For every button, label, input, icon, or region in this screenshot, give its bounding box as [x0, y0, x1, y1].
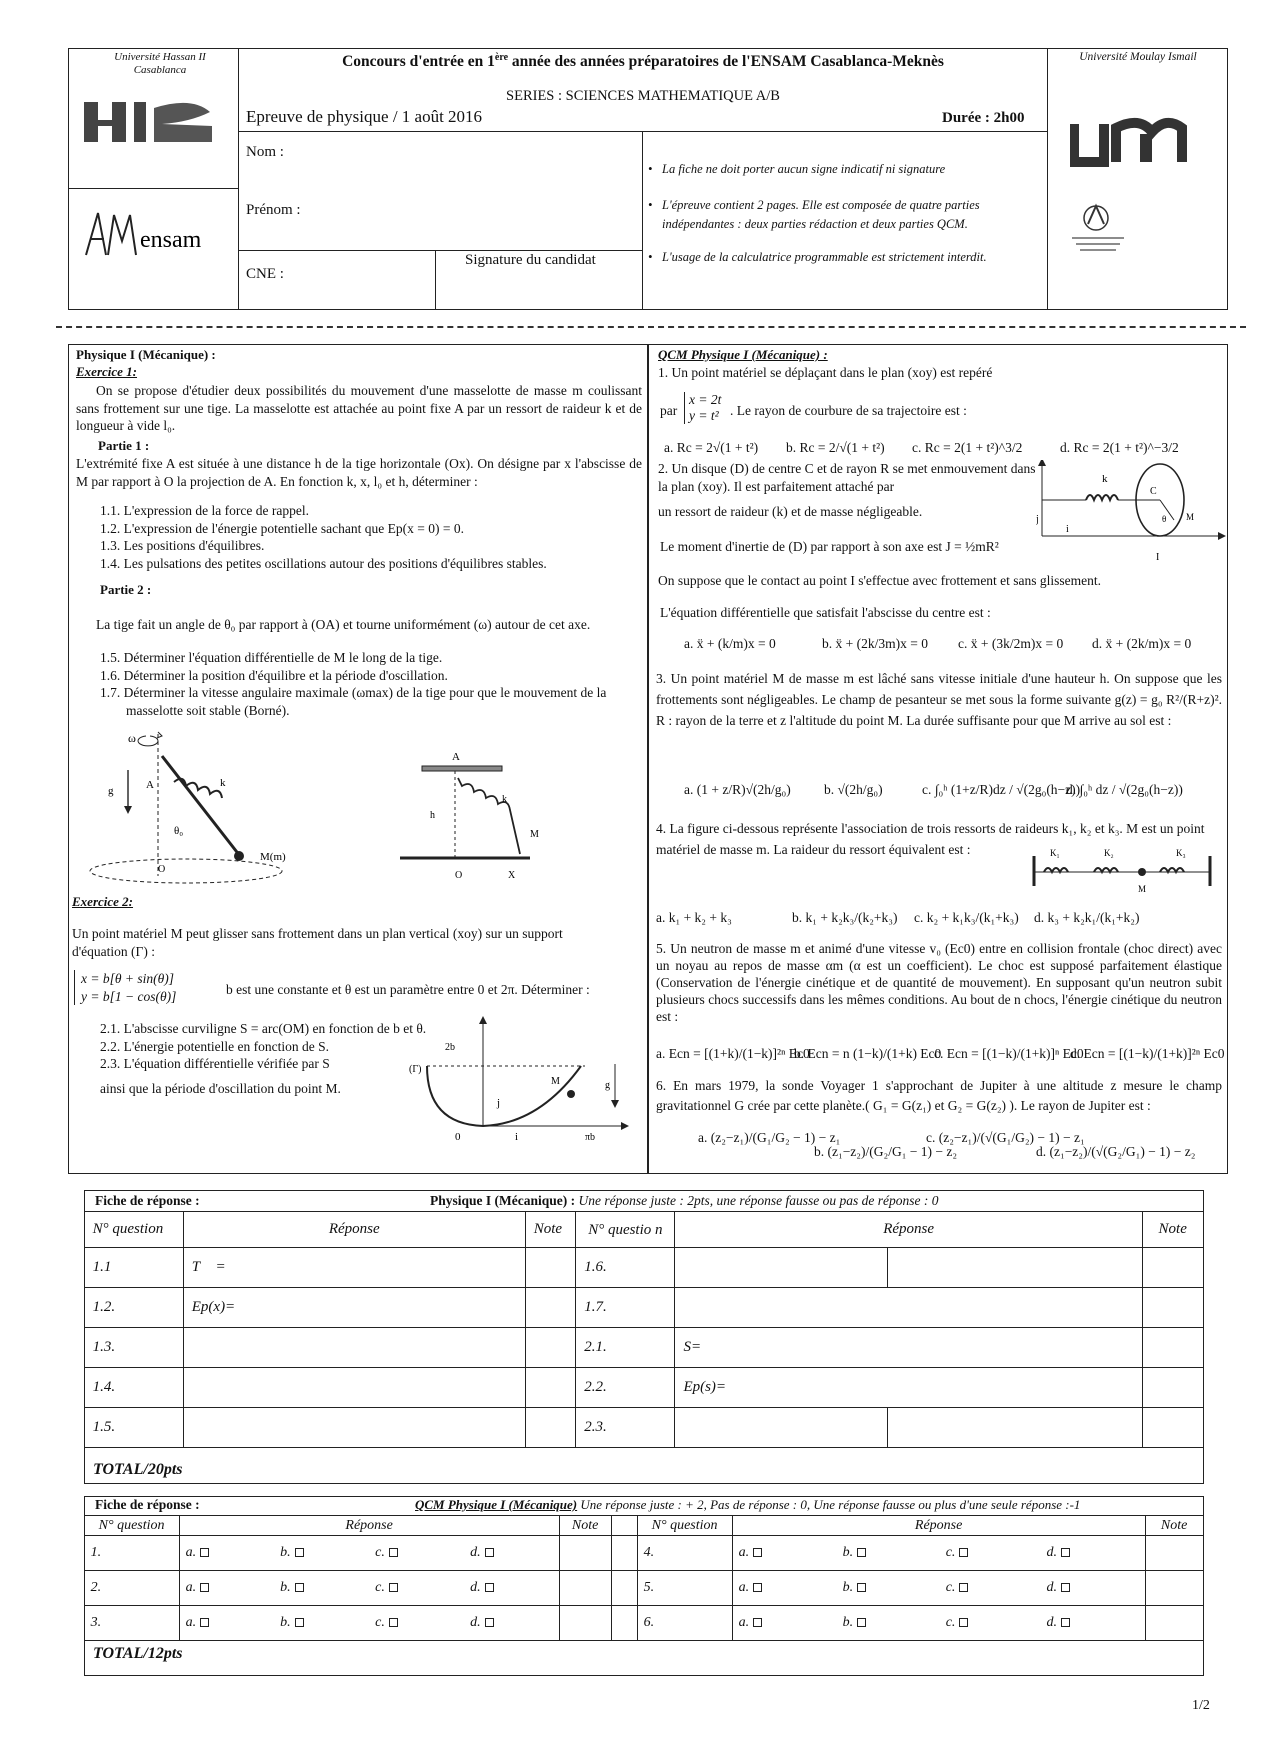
fig2-A: A	[452, 751, 460, 763]
qcm-q2b: un ressort de raideur (k) et de masse négligeable.	[658, 504, 923, 519]
q6-opt-a: a. (z₂−z₁)/(G₁/G₂ − 1) − z₁	[698, 1130, 841, 1145]
fiche1-row-answer[interactable]	[183, 1408, 525, 1448]
fiche1-row	[84, 1328, 1203, 1368]
fiche2-h-q2: N° question	[637, 1516, 732, 1536]
disk-I: I	[1156, 552, 1160, 563]
fiche2-h-n2: Note	[1145, 1516, 1203, 1536]
fiche2-choice-b[interactable]: b.	[274, 1536, 369, 1571]
fig1-omega: ω	[128, 731, 136, 745]
fiche1-label: Fiche de réponse :	[95, 1193, 200, 1208]
fiche2-row-q2: 5.	[637, 1571, 732, 1606]
fig1-g: g	[108, 785, 114, 797]
fig1-M: M(m)	[260, 851, 286, 863]
fig2-h: h	[430, 810, 435, 821]
q6-opt-d: d. (z₁−z₂)/(√(G₂/G₁) − 1) − z₂	[1036, 1144, 1196, 1159]
fig3-M: M	[551, 1076, 560, 1087]
eq-y: y = b[1 − cos(θ)]	[81, 988, 177, 1004]
fiche1-row-q: 1.4.	[84, 1368, 183, 1408]
q6-opt-b: b. (z₁−z₂)/(G₂/G₁ − 1) − z₂	[814, 1144, 958, 1159]
fiche2-choice-a[interactable]: a.	[732, 1536, 837, 1571]
fiche1-row-q: 1.3.	[84, 1328, 183, 1368]
logo-uh2c	[82, 100, 232, 144]
q5-opt-c: c. Ecn = [(1−k)/(1+k)]ⁿ Ec0	[934, 1046, 1084, 1061]
figure-cycloid	[405, 1014, 645, 1144]
q5-opt-b: b. Ecn = n (1−k)/(1+k) Ec0	[794, 1046, 942, 1061]
disk-j: j	[1036, 514, 1039, 525]
fiche1-h-q: N° question	[84, 1212, 183, 1248]
left-title: Physique I (Mécanique) :	[76, 347, 216, 362]
fiche2-choice-a[interactable]: a.	[732, 1606, 837, 1641]
fiche2-choice-d[interactable]: d.	[464, 1571, 559, 1606]
fiche2-header	[415, 1497, 1080, 1513]
fiche2-choice-b[interactable]: b.	[274, 1606, 369, 1641]
qcm-q2e: L'équation différentielle que satisfait l'abscisse du centre est :	[660, 605, 991, 620]
fig3-g: g	[605, 1080, 610, 1091]
fiche2-row-q2: 6.	[637, 1606, 732, 1641]
fiche1-row-note[interactable]	[525, 1328, 576, 1368]
logo-umi	[1070, 110, 1202, 170]
q1-opt-d: d. Rc = 2(1 + t²)^−3/2	[1060, 440, 1179, 455]
q-1-6: 1.6. Déterminer la position d'équilibre et la période d'oscillation.	[100, 667, 448, 683]
fiche1-row-note2[interactable]	[1142, 1328, 1203, 1368]
q-1-7: 1.7. Déterminer la vitesse angulaire maximale (ωmax) de la tige pour que le mouvement de la masselotte soit stable (Borné).	[100, 685, 607, 718]
fiche1-row-answer2[interactable]	[675, 1408, 887, 1448]
univ-right: Université Moulay Ismail	[1079, 51, 1197, 63]
fiche2-choice-d[interactable]: d.	[464, 1606, 559, 1641]
figure-horizontal-rod	[390, 750, 550, 885]
q5-opt-a: a. Ecn = [(1+k)/(1−k)]²ⁿ Ec0	[656, 1046, 810, 1061]
part1-title: Partie 1 :	[98, 438, 150, 453]
fiche1-row	[84, 1408, 1203, 1448]
q-2-3: 2.3. L'équation différentielle vérifiée par S	[100, 1056, 330, 1071]
fiche1-row-answer2[interactable]	[675, 1288, 1142, 1328]
fiche2-row-q2: 4.	[637, 1536, 732, 1571]
fiche2-row-note[interactable]	[559, 1571, 611, 1606]
fiche2-choice-d[interactable]: d.	[1041, 1606, 1146, 1641]
fiche2-row-note2[interactable]	[1145, 1571, 1203, 1606]
qcm-q2d: On suppose que le contact au point I s'effectue avec frottement et sans glissement.	[658, 573, 1102, 588]
fiche1-header	[430, 1193, 938, 1209]
fiche2-choice-a[interactable]: a.	[732, 1571, 837, 1606]
ex2-title: Exercice 2:	[72, 894, 134, 909]
fiche2-choice-b[interactable]: b.	[837, 1571, 940, 1606]
logo-ensam-meknes	[1068, 198, 1128, 258]
page-number: 1/2	[1192, 1698, 1210, 1713]
qcm-q1-par: par	[660, 403, 678, 418]
fiche1-row-q2: 2.2.	[576, 1368, 675, 1408]
fiche1-row-q2: 2.1.	[576, 1328, 675, 1368]
qcm-q6: 6. En mars 1979, la sonde Voyager 1 s'approchant de Jupiter à une altitude z mesure le champ gravitationnel G crée par cette planète.( G₁ = G(z₁) et G₂ = G(z₂) ). Le rayon de Jupiter est :	[656, 1078, 1222, 1113]
fiche2-choice-c[interactable]: c.	[369, 1606, 464, 1641]
cne-label: CNE :	[246, 266, 284, 282]
fig3-O: 0	[455, 1131, 461, 1143]
spring-k3: K₃	[1176, 848, 1186, 858]
q1-opt-b: b. Rc = 2/√(1 + t²)	[786, 440, 885, 455]
fiche1-title: Physique I (Mécanique) :	[430, 1193, 576, 1208]
fiche2-row-note2[interactable]	[1145, 1606, 1203, 1641]
q-2-2: 2.2. L'énergie potentielle en fonction de S.	[100, 1038, 329, 1054]
fig1-theta: θ₀	[174, 825, 184, 837]
disk-theta: θ	[1162, 514, 1167, 524]
series: SERIES : SCIENCES MATHEMATIQUE A/B	[506, 88, 780, 104]
ex2-equations	[74, 970, 176, 1005]
q-1-4: 1.4. Les pulsations des petites oscillations autour des positions d'équilibres stables.	[100, 555, 547, 571]
figure-disk-spring	[1036, 460, 1226, 566]
fiche2-total: TOTAL/12pts	[93, 1645, 183, 1662]
fig3-i: i	[515, 1131, 519, 1143]
disk-i: i	[1066, 524, 1069, 535]
fig2-x: X	[508, 870, 516, 881]
fiche1-row-answer[interactable]: T⃗ =	[183, 1248, 525, 1288]
q4-opt-a: a. k₁ + k₂ + k₃	[656, 910, 732, 925]
fiche1-row-answer2b[interactable]	[887, 1408, 1142, 1448]
fiche2-h-r: Réponse	[179, 1516, 559, 1536]
fiche2-row	[84, 1536, 1203, 1571]
cne-field[interactable]	[310, 256, 430, 304]
qcm-q4: 4. La figure ci-dessous représente l'association de trois ressorts de raideurs k₁, k₂ et k₃. M est un point matériel de masse m. La raideur du ressort équivalent est :	[656, 821, 1205, 857]
fiche1-table	[84, 1211, 1204, 1448]
qcm-q3: 3. Un point matériel M de masse m est lâché sans vitesse initiale d'une hauteur h. On suppose que les frottements sont négligeables. Le champ de pesanteur se met sous la forme suivante g(z) = g₀ R²/(R+z)². R : rayon de la terre et z l'altitude du point M. La durée suffisante pour que M arrive au sol est :	[656, 671, 1222, 728]
spring-k1: K₁	[1050, 848, 1060, 858]
figure-rotating-rod	[76, 726, 336, 886]
fiche2-choice-b[interactable]: b.	[837, 1536, 940, 1571]
fiche2-choice-c[interactable]: c.	[940, 1571, 1041, 1606]
q3-opt-d: d. ∫₀ʰ dz / √(2g₀(h−z))	[1066, 782, 1183, 797]
duree: Durée : 2h00	[942, 110, 1025, 126]
fiche2-label: Fiche de réponse :	[95, 1497, 200, 1512]
fiche2-h-n: Note	[559, 1516, 611, 1536]
fig2-k: k	[502, 794, 507, 805]
fiche1-row	[84, 1248, 1203, 1288]
part2-questions	[100, 649, 640, 719]
fiche1-row-note[interactable]	[525, 1248, 576, 1288]
ex2-intro: Un point matériel M peut glisser sans frottement dans un plan vertical (xoy) sur un support d'équation (Γ) :	[72, 926, 563, 959]
q3-opt-b: b. √(2h/g₀)	[824, 782, 883, 797]
fiche2-row-q: 2.	[84, 1571, 179, 1606]
fiche1-row	[84, 1368, 1203, 1408]
fiche1-h-r: Réponse	[183, 1212, 525, 1248]
fiche1-row-answer2[interactable]	[675, 1248, 887, 1288]
fiche2-bareme: Une réponse juste : + 2, Pas de réponse : 0, Une réponse fausse ou plus d'une seule réponse :-1	[580, 1497, 1081, 1512]
fig3-2b: 2b	[445, 1042, 455, 1053]
fiche2-row-note2[interactable]	[1145, 1536, 1203, 1571]
q6-opt-c: c. (z₂−z₁)/(√(G₁/G₂) − 1) − z₁	[926, 1130, 1085, 1145]
q-2-1: 2.1. L'abscisse curviligne S = arc(OM) en fonction de b et θ.	[100, 1021, 427, 1036]
rule-3: L'usage de la calculatrice programmable est strictement interdit.	[662, 250, 987, 264]
q2-opt-a: a. ẍ + (k/m)x = 0	[684, 636, 776, 651]
spring-k2: K₂	[1104, 848, 1114, 858]
fiche1-row-note[interactable]	[525, 1408, 576, 1448]
fiche1-h-q2: N° questio n	[576, 1212, 675, 1248]
fiche2-row	[84, 1571, 1203, 1606]
q-1-2: 1.2. L'expression de l'énergie potentielle sachant que Ep(x = 0) = 0.	[100, 520, 464, 536]
fiche2-choice-d[interactable]: d.	[464, 1536, 559, 1571]
fiche1-row-answer2[interactable]: Ep(s)=	[675, 1368, 1142, 1408]
fiche1-row-q: 1.5.	[84, 1408, 183, 1448]
qcm-q2a: 2. Un disque (D) de centre C et de rayon R se met enmouvement dans la plan (xoy). Il est parfaitement attaché par	[658, 461, 1036, 494]
univ-left: Université Hassan II Casablanca	[114, 51, 206, 76]
fig1-A: A	[146, 779, 154, 791]
disk-C: C	[1150, 486, 1157, 497]
fiche1	[84, 1190, 1204, 1484]
rules-list: • La fiche ne doit porter aucun signe indicatif ni signature • L'épreuve contient 2 pages. Elle est composée de quatre parties indépendantes : deux parties rédaction et deux parties QCM. • L'usage de la calculatrice programmable est strictement interdit.	[648, 162, 987, 264]
fiche2-h-r2: Réponse	[732, 1516, 1145, 1536]
qcm-q5: 5. Un neutron de masse m et animé d'une vitesse v₀ (Ec0) entre en collision frontale (choc direct) avec un noyau au repos de masse αm (α est un coefficient). Le choc est supposé parfaitement élastique (Conservation de l'énergie cinétique et de quantité de mouvement). En supposant qu'un neutron subit plusieurs chocs successifs dans les mêmes conditions. Au bout de n chocs, l'énergie cinétique du neutron est :	[656, 941, 1222, 1024]
fiche1-row-answer2b[interactable]	[887, 1248, 1142, 1288]
q3-opt-a: a. (1 + z/R)√(2h/g₀)	[684, 782, 791, 797]
fig3-pb: πb	[585, 1132, 596, 1143]
fiche1-row-note2[interactable]	[1142, 1248, 1203, 1288]
fiche2-row	[84, 1606, 1203, 1641]
fiche1-row-answer[interactable]	[183, 1328, 525, 1368]
fiche1-h-r2: Réponse	[675, 1212, 1142, 1248]
qcm-title: QCM Physique I (Mécanique) :	[658, 347, 828, 362]
ex1-title: Exercice 1:	[76, 364, 138, 379]
fiche1-row-q: 1.2.	[84, 1288, 183, 1328]
figure-three-springs	[1030, 846, 1215, 896]
fiche1-row-answer[interactable]: Ep(x)=	[183, 1288, 525, 1328]
exam-title: Concours d'entrée en 1ère année des années préparatoires de l'ENSAM Casablanca-Meknès	[342, 52, 944, 71]
signature-label: Signature du candidat	[465, 252, 596, 268]
q-1-5: 1.5. Déterminer l'équation différentielle de M le long de la tige.	[100, 650, 443, 665]
logo-ensam-text: ensam	[140, 227, 202, 253]
q5-opt-d: d. Ecn = [(1−k)/(1+k)]²ⁿ Ec0	[1070, 1046, 1225, 1061]
q3-opt-c: c. ∫₀ʰ (1+z/R)dz / √(2g₀(h−z))	[922, 782, 1081, 797]
fiche1-row-answer2[interactable]: S=	[675, 1328, 1142, 1368]
q-1-1: 1.1. L'expression de la force de rappel.	[100, 503, 309, 518]
fiche2-choice-a[interactable]: a.	[179, 1571, 274, 1606]
eq-x: x = b[θ + sin(θ)]	[81, 971, 174, 986]
fiche1-row	[84, 1288, 1203, 1328]
disk-k: k	[1102, 473, 1108, 485]
fiche2-row-note[interactable]	[559, 1536, 611, 1571]
q-1-3: 1.3. Les positions d'équilibres.	[100, 538, 265, 553]
spring-M: M	[1138, 884, 1147, 894]
logo-umi-text: UMI	[1136, 165, 1142, 169]
q1-opt-c: c. Rc = 2(1 + t²)^3/2	[912, 440, 1023, 455]
fiche2-table	[84, 1515, 1204, 1641]
fiche2-title: QCM Physique I (Mécanique)	[415, 1497, 578, 1512]
fiche1-row-q2: 1.6.	[576, 1248, 675, 1288]
fiche1-total: TOTAL/20pts	[93, 1461, 183, 1478]
fiche2-choice-d[interactable]: d.	[1041, 1536, 1146, 1571]
disk-M: M	[1186, 512, 1195, 522]
part1-text: L'extrémité fixe A est située à une distance h de la tige horizontale (Ox). On désigne par x l'abscisse de M par rapport à O la projection de A. En fonction k, x, l₀ et h, déterminer :	[76, 456, 642, 489]
fig2-O: O	[455, 870, 463, 881]
fig3-j: j	[497, 1097, 501, 1109]
q4-opt-c: c. k₂ + k₁k₃/(k₁+k₃)	[914, 910, 1019, 925]
fiche2-choice-c[interactable]: c.	[369, 1571, 464, 1606]
epreuve: Epreuve de physique / 1 août 2016	[246, 107, 483, 126]
fiche2-row-q: 1.	[84, 1536, 179, 1571]
fiche1-bareme: Une réponse juste : 2pts, une réponse fausse ou pas de réponse : 0	[578, 1193, 939, 1208]
rule-1: La fiche ne doit porter aucun signe indicatif ni signature	[662, 162, 946, 176]
prenom-field[interactable]	[330, 194, 630, 234]
fiche2-choice-b[interactable]: b.	[837, 1606, 940, 1641]
qcm-q1-rest: . Le rayon de courbure de sa trajectoire est :	[730, 403, 967, 418]
fiche2-row-q: 3.	[84, 1606, 179, 1641]
fiche1-row-q: 1.1	[84, 1248, 183, 1288]
fig1-k: k	[220, 777, 226, 789]
ex2-eq-text: b est une constante et θ est un paramètre entre 0 et 2π. Déterminer :	[226, 982, 590, 997]
fig3-gamma: (Γ)	[409, 1064, 422, 1075]
part1-questions	[100, 502, 640, 572]
part2-text: La tige fait un angle de θ₀ par rapport à (OA) et tourne uniformément (ω) autour de cet axe.	[96, 617, 591, 632]
fiche2-choice-b[interactable]: b.	[274, 1571, 369, 1606]
fiche2-choice-a[interactable]: a.	[179, 1606, 274, 1641]
fiche1-row-note2[interactable]	[1142, 1408, 1203, 1448]
fiche1-row-answer[interactable]	[183, 1368, 525, 1408]
fiche1-row-note2[interactable]	[1142, 1288, 1203, 1328]
fiche1-row-note[interactable]	[525, 1368, 576, 1408]
fig1-O: O	[158, 864, 166, 875]
qcm-q1-system	[684, 392, 721, 424]
cut-line	[56, 326, 1246, 328]
sys-y: y = t²	[689, 408, 719, 423]
qcm-q2c: Le moment d'inertie de (D) par rapport à son axe est J = ½mR²	[660, 539, 999, 554]
q2-opt-b: b. ẍ + (2k/3m)x = 0	[822, 636, 928, 651]
q4-opt-b: b. k₁ + k₂k₃/(k₂+k₃)	[792, 910, 898, 925]
nom-field[interactable]	[330, 136, 630, 176]
ex2-end: ainsi que la période d'oscillation du point M.	[100, 1081, 341, 1096]
sys-x: x = 2t	[689, 392, 722, 407]
fiche2-choice-a[interactable]: a.	[179, 1536, 274, 1571]
logo-ensam	[80, 205, 230, 265]
fiche1-row-note2[interactable]	[1142, 1368, 1203, 1408]
part2-title: Partie 2 :	[100, 582, 152, 597]
fiche2-row-note[interactable]	[559, 1606, 611, 1641]
rule-2: L'épreuve contient 2 pages. Elle est composée de quatre parties indépendantes : deux parties rédaction et deux parties QCM.	[662, 198, 980, 231]
ex1-intro: On se propose d'étudier deux possibilités du mouvement d'une masselotte de masse m coulissant sans frottement sur une tige. La masselotte est attachée au point fixe A par un ressort de raideur k et de longueur à vide l₀.	[76, 383, 642, 433]
fiche2-h-q: N° question	[84, 1516, 179, 1536]
nom-label: Nom :	[246, 144, 284, 160]
prenom-label: Prénom :	[246, 202, 301, 218]
q2-opt-c: c. ẍ + (3k/2m)x = 0	[958, 636, 1064, 651]
fiche1-row-q2: 1.7.	[576, 1288, 675, 1328]
fiche2-choice-c[interactable]: c.	[940, 1536, 1041, 1571]
fiche1-h-n2: Note	[1142, 1212, 1203, 1248]
qcm-q1: 1. Un point matériel se déplaçant dans le plan (xoy) est repéré	[658, 365, 993, 380]
fig2-M: M	[530, 829, 539, 840]
fiche1-row-note[interactable]	[525, 1288, 576, 1328]
fiche2-choice-d[interactable]: d.	[1041, 1571, 1146, 1606]
q1-opt-a: a. Rc = 2√(1 + t²)	[664, 440, 759, 455]
q4-opt-d: d. k₃ + k₂k₁/(k₁+k₂)	[1034, 910, 1140, 925]
fiche1-h-n: Note	[525, 1212, 576, 1248]
fiche2	[84, 1496, 1204, 1676]
fiche2-choice-c[interactable]: c.	[369, 1536, 464, 1571]
fiche1-row-q2: 2.3.	[576, 1408, 675, 1448]
fiche2-choice-c[interactable]: c.	[940, 1606, 1041, 1641]
q2-opt-d: d. ẍ + (2k/m)x = 0	[1092, 636, 1192, 651]
